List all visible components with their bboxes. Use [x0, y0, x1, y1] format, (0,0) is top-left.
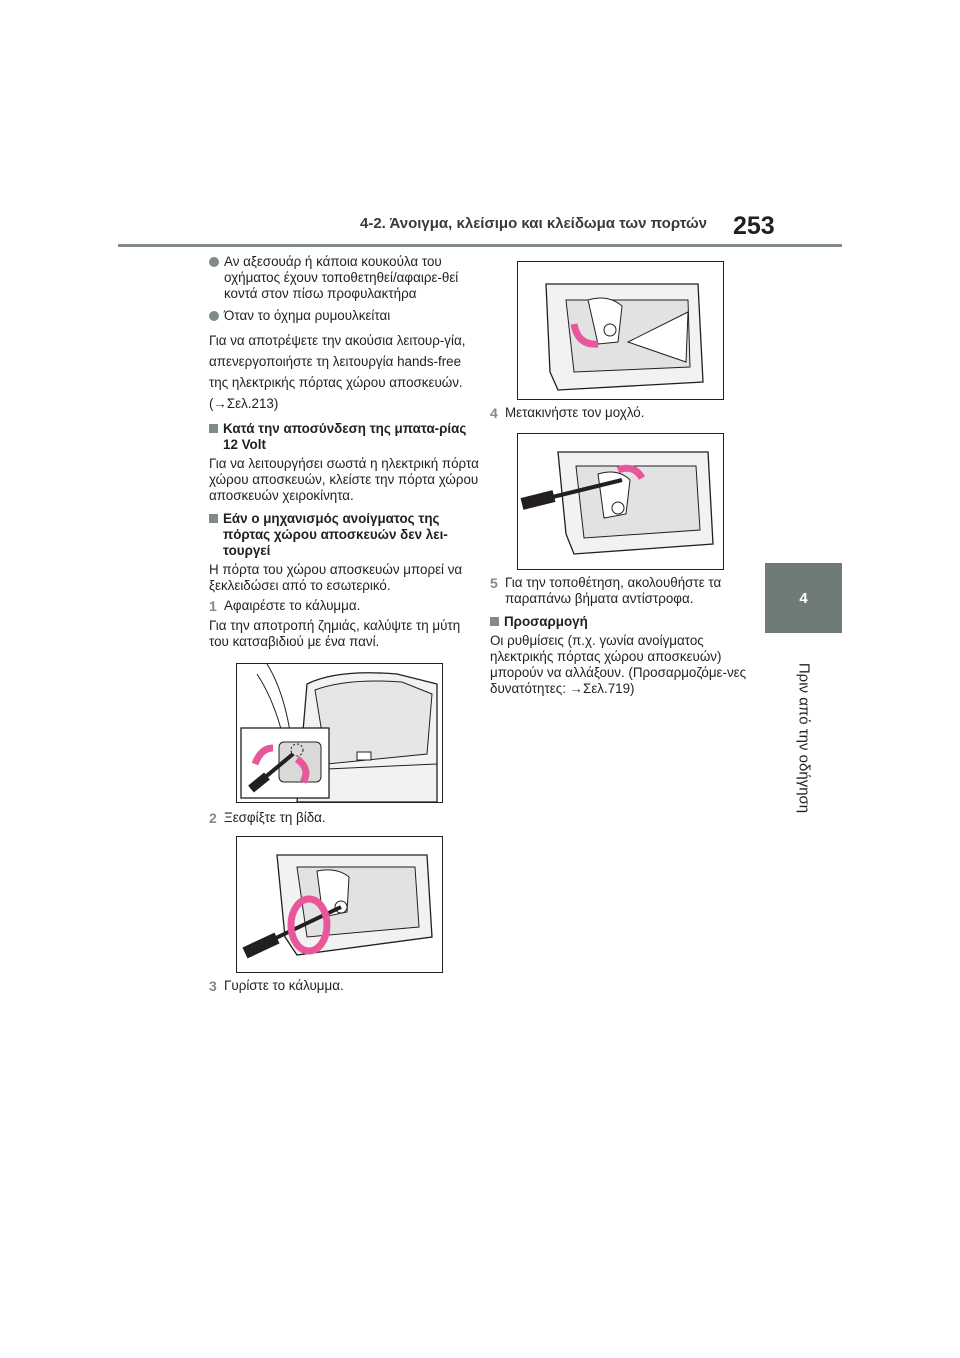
chapter-title: Πριν από την οδήγηση — [795, 662, 813, 813]
step-number: 2 — [209, 810, 217, 826]
step-number: 5 — [490, 575, 498, 591]
paragraph: Για να αποτρέψετε την ακούσια λειτουρ-γία, απενεργοποιήστε τη λειτουργία hands-free της ηλεκτρικής πόρτας χώρου αποσκευών. (→Σελ.213) — [209, 333, 466, 411]
section-heading — [209, 421, 481, 453]
paragraph: Η πόρτα του χώρου αποσκευών μπορεί να ξεκλειδώσει από το εσωτερικό. — [209, 562, 463, 593]
section-heading — [490, 614, 762, 630]
heading-square-icon — [209, 514, 218, 523]
step-item — [490, 405, 762, 421]
figure-turn-cover — [517, 261, 724, 400]
step-text: Για την τοποθέτηση, ακολουθήστε τα παραπάνω βήματα αντίστροφα. — [505, 575, 722, 606]
paragraph: Για την αποτροπή ζημιάς, καλύψτε τη μύτη του κατσαβιδιού με ένα πανί. — [209, 618, 461, 649]
heading-text: Προσαρμογή — [504, 614, 588, 629]
heading-square-icon — [209, 424, 218, 433]
heading-text: Κατά την αποσύνδεση της μπατα-ρίας 12 Volt — [223, 421, 467, 452]
figure-loosen-screw — [236, 836, 443, 973]
step-item — [209, 810, 481, 826]
step-number: 4 — [490, 405, 498, 421]
chapter-title-vertical — [792, 662, 816, 813]
step-item — [490, 575, 762, 607]
step-number: 3 — [209, 978, 217, 994]
heading-text: Εάν ο μηχανισμός ανοίγματος της πόρτας χώρου αποσκευών δεν λει-τουργεί — [223, 511, 448, 558]
step-item — [209, 598, 481, 614]
figure-remove-cover — [236, 663, 443, 803]
bullet-dot-icon — [209, 311, 219, 321]
section-title: 4-2. Άνοιγμα, κλείσιμο και κλείδωμα των πορτών — [360, 215, 707, 232]
step-text: Αφαιρέστε το κάλυμμα. — [224, 598, 361, 613]
bullet-dot-icon — [209, 257, 219, 267]
figure-move-lever — [517, 433, 724, 570]
step-item — [209, 978, 481, 994]
paragraph: Για να λειτουργήσει σωστά η ηλεκτρική πόρτα χώρου αποσκευών, κλείστε την πόρτα χώρου αποσκευών χειροκίνητα. — [209, 456, 479, 503]
step-number: 1 — [209, 598, 217, 614]
header-divider — [118, 244, 842, 247]
heading-square-icon — [490, 617, 499, 626]
bullet-text: Όταν το όχημα ρυμουλκείται — [224, 308, 391, 323]
left-column — [209, 254, 481, 654]
step-text: Ξεσφίξτε τη βίδα. — [224, 810, 326, 825]
page-number: 253 — [733, 212, 775, 240]
bullet-text: Αν αξεσουάρ ή κάποια κουκούλα του οχήματος έχουν τοποθετηθεί/αφαιρε-θεί κοντά στον πίσω προφυλακτήρα — [224, 254, 459, 301]
section-heading — [209, 511, 481, 559]
bullet-item — [209, 308, 481, 324]
paragraph: Οι ρυθμίσεις (π.χ. γωνία ανοίγματος ηλεκτρικής πόρτας χώρου αποσκευών) μπορούν να αλλάξουν. (Προσαρμοζόμε-νες δυνατότητες: →Σελ.719) — [490, 633, 747, 696]
chapter-tab[interactable] — [765, 563, 842, 633]
step-text: Μετακινήστε τον μοχλό. — [505, 405, 645, 420]
right-column — [490, 575, 762, 701]
chapter-number: 4 — [799, 589, 808, 607]
step-text: Γυρίστε το κάλυμμα. — [224, 978, 344, 993]
bullet-item — [209, 254, 481, 302]
